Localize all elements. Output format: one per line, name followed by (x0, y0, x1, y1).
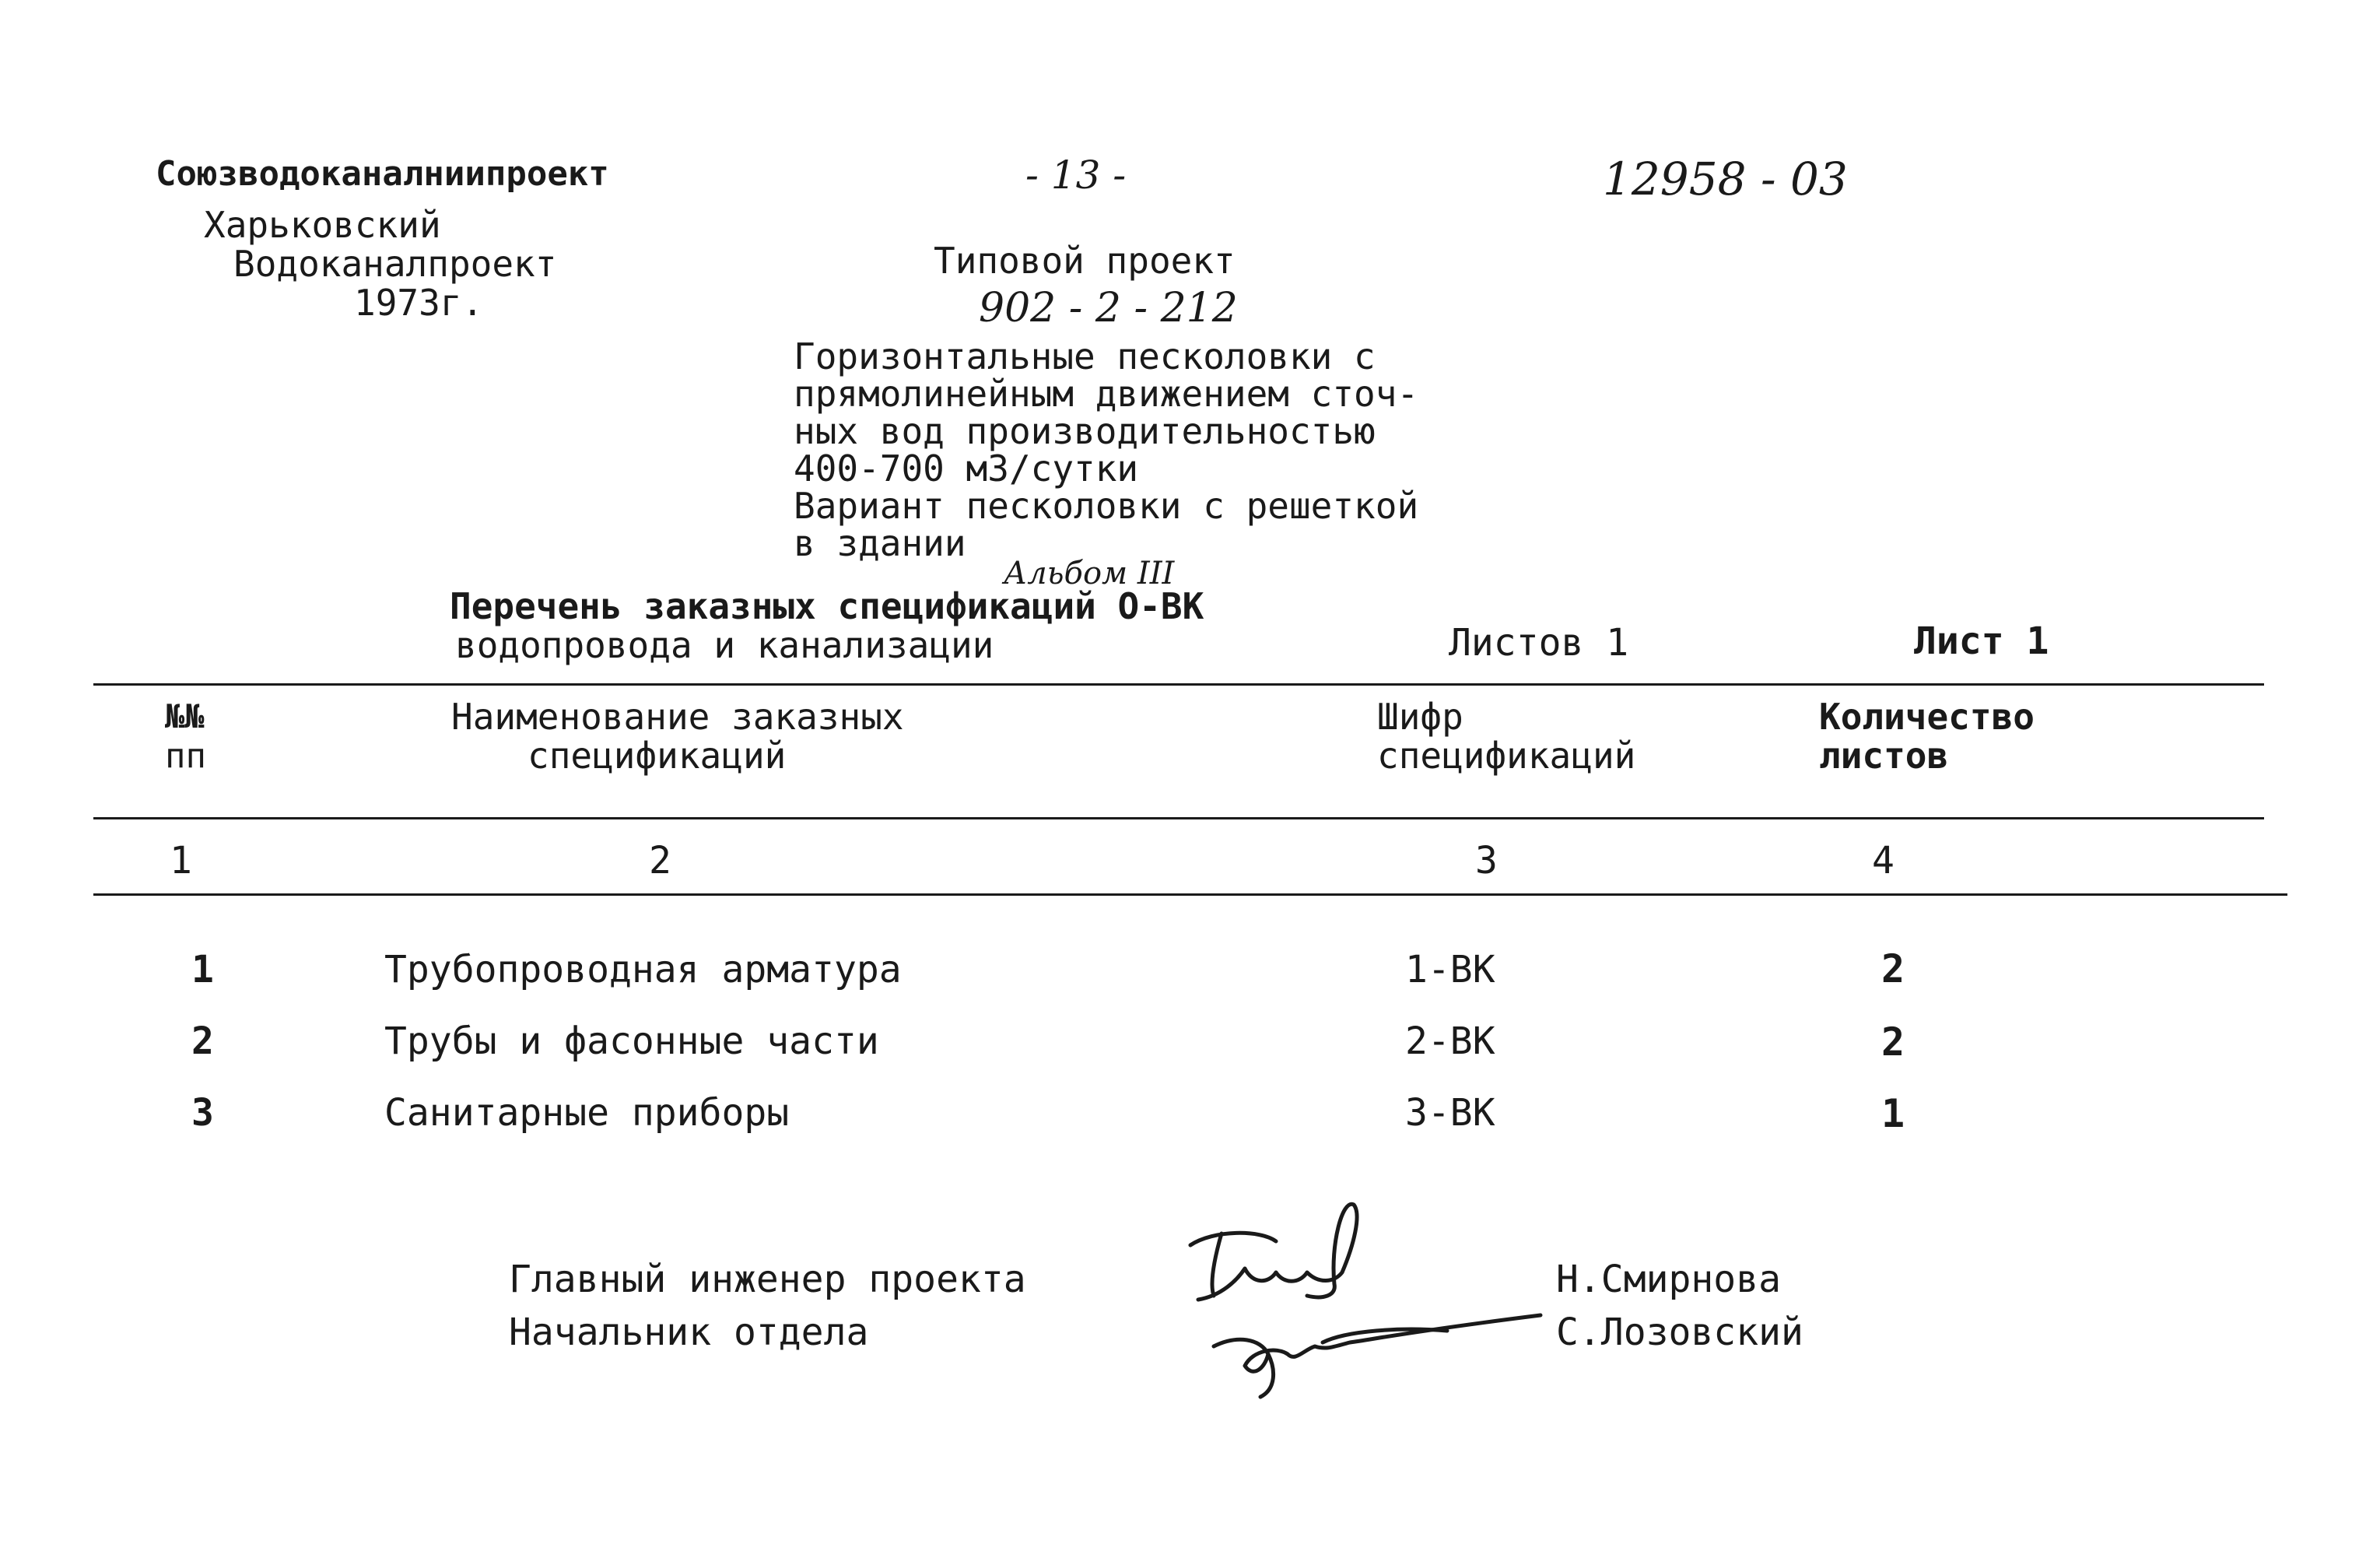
dept-head-title: Начальник отдела (509, 1311, 869, 1354)
description-line: Горизонтальные песколовки с (794, 335, 1376, 377)
sheets-total: Листов 1 (1449, 621, 1629, 665)
table-numbering-rule (93, 893, 2287, 896)
column-number: 4 (1872, 839, 1895, 883)
header-num-line2: пп (165, 736, 206, 776)
year: 1973г. (354, 282, 484, 324)
description-line: прямолинейным движением сточ- (794, 373, 1419, 415)
row-name: Трубы и фасонные части (384, 1019, 879, 1063)
signature-scribble (1167, 1198, 1572, 1401)
column-number: 1 (170, 839, 192, 883)
header-name-line1: Наименование заказных (451, 696, 904, 738)
table-top-rule (93, 683, 2264, 686)
list-title-line1: Перечень заказных спецификаций О-ВК (450, 585, 1204, 627)
project-description (794, 335, 1419, 564)
row-sheets: 2 (1881, 946, 1905, 991)
branch-name-line2: Водоканалпроект (233, 243, 557, 285)
header-num-line1: №№ (165, 697, 205, 735)
column-number: 2 (649, 839, 671, 883)
project-code: 902 - 2 - 212 (979, 285, 1238, 332)
chief-engineer-title: Главный инженер проекта (509, 1258, 1026, 1301)
row-code: 3-ВК (1405, 1091, 1495, 1135)
list-title-line2: водопровода и канализации (455, 624, 994, 666)
organization-name: Союзводоканалниипроект (156, 154, 609, 194)
header-code-line1: Шифр (1377, 696, 1463, 738)
row-name: Трубопроводная арматура (384, 948, 902, 991)
header-count-line2: листов (1819, 735, 1949, 777)
row-sheets: 1 (1881, 1091, 1905, 1136)
description-line: в здании (794, 522, 966, 564)
row-name: Санитарные приборы (384, 1091, 790, 1135)
description-line: Вариант песколовки с решеткой (794, 485, 1419, 527)
row-number: 3 (191, 1091, 214, 1135)
row-code: 1-ВК (1405, 948, 1495, 991)
header-code-line2: спецификаций (1377, 735, 1636, 777)
column-number: 3 (1475, 839, 1498, 883)
row-number: 1 (191, 948, 214, 991)
description-line: ных вод производительностью (794, 410, 1376, 452)
row-code: 2-ВК (1405, 1019, 1495, 1063)
dept-head-name: С.Лозовский (1556, 1311, 1803, 1354)
row-sheets: 2 (1881, 1019, 1905, 1065)
sheet-number: Лист 1 (1914, 619, 2049, 663)
page-number: - 13 - (1025, 153, 1127, 198)
description-line: 400-700 м3/сутки (794, 447, 1139, 490)
branch-name-line1: Харьковский (204, 204, 441, 246)
signature-stroke (1190, 1204, 1357, 1300)
chief-engineer-name: Н.Смирнова (1556, 1258, 1781, 1301)
signature-stroke (1214, 1315, 1541, 1371)
project-type-label: Типовой проект (934, 240, 1236, 282)
table-header-rule (93, 817, 2264, 819)
header-count-line1: Количество (1819, 696, 2035, 738)
header-name-line2: спецификаций (528, 735, 787, 777)
album-note: Альбом III (1004, 556, 1175, 591)
row-number: 2 (191, 1019, 214, 1063)
document-number: 12958 - 03 (1603, 153, 1848, 205)
